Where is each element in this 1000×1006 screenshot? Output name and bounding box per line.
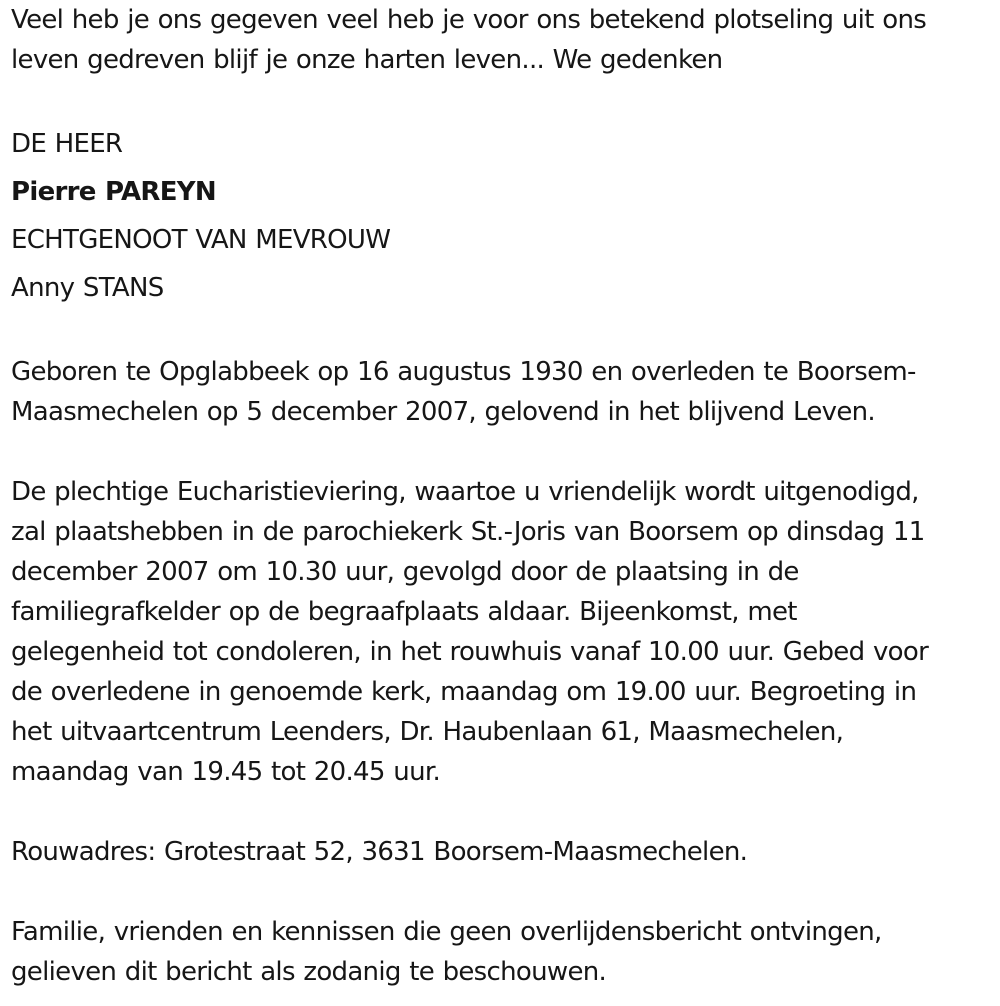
obituary-notice	[11, 0, 996, 992]
spouse-name: Anny STANS	[11, 273, 164, 303]
ceremony-line: familiegrafkelder op de begraafplaats aldaar. Bijeenkomst, met	[11, 597, 797, 627]
birth-death-line-1: Geboren te Opglabbeek op 16 augustus 1930 en overleden te Boorsem-	[11, 357, 916, 387]
deceased-block	[11, 120, 996, 312]
ceremony-paragraph	[11, 472, 996, 792]
relation-line: ECHTGENOOT VAN MEVROUW	[11, 225, 391, 255]
ceremony-line: gelegenheid tot condoleren, in het rouwhuis vanaf 10.00 uur. Gebed voor	[11, 637, 929, 667]
deceased-name: Pierre PAREYN	[11, 177, 216, 207]
intro-line-2: leven gedreven blijf je onze harten leven... We gedenken	[11, 45, 723, 75]
birth-death-line-2: Maasmechelen op 5 december 2007, gelovend in het blijvend Leven.	[11, 397, 875, 427]
ceremony-line: De plechtige Eucharistieviering, waartoe u vriendelijk wordt uitgenodigd,	[11, 477, 919, 507]
honorific-title: DE HEER	[11, 129, 123, 159]
closing-paragraph	[11, 912, 996, 992]
closing-line-2: gelieven dit bericht als zodanig te beschouwen.	[11, 957, 607, 987]
ceremony-line: maandag van 19.45 tot 20.45 uur.	[11, 757, 441, 787]
closing-line-1: Familie, vrienden en kennissen die geen overlijdensbericht ontvingen,	[11, 917, 882, 947]
ceremony-line: de overledene in genoemde kerk, maandag om 19.00 uur. Begroeting in	[11, 677, 917, 707]
intro-line-1: Veel heb je ons gegeven veel heb je voor ons betekend plotseling uit ons	[11, 5, 927, 35]
birth-death-paragraph	[11, 352, 996, 432]
intro-paragraph	[11, 0, 996, 80]
mourning-address: Rouwadres: Grotestraat 52, 3631 Boorsem-Maasmechelen.	[11, 837, 748, 867]
ceremony-line: zal plaatshebben in de parochiekerk St.-Joris van Boorsem op dinsdag 11	[11, 517, 925, 547]
ceremony-line: december 2007 om 10.30 uur, gevolgd door de plaatsing in de	[11, 557, 799, 587]
ceremony-line: het uitvaartcentrum Leenders, Dr. Haubenlaan 61, Maasmechelen,	[11, 717, 844, 747]
address-paragraph	[11, 832, 996, 872]
